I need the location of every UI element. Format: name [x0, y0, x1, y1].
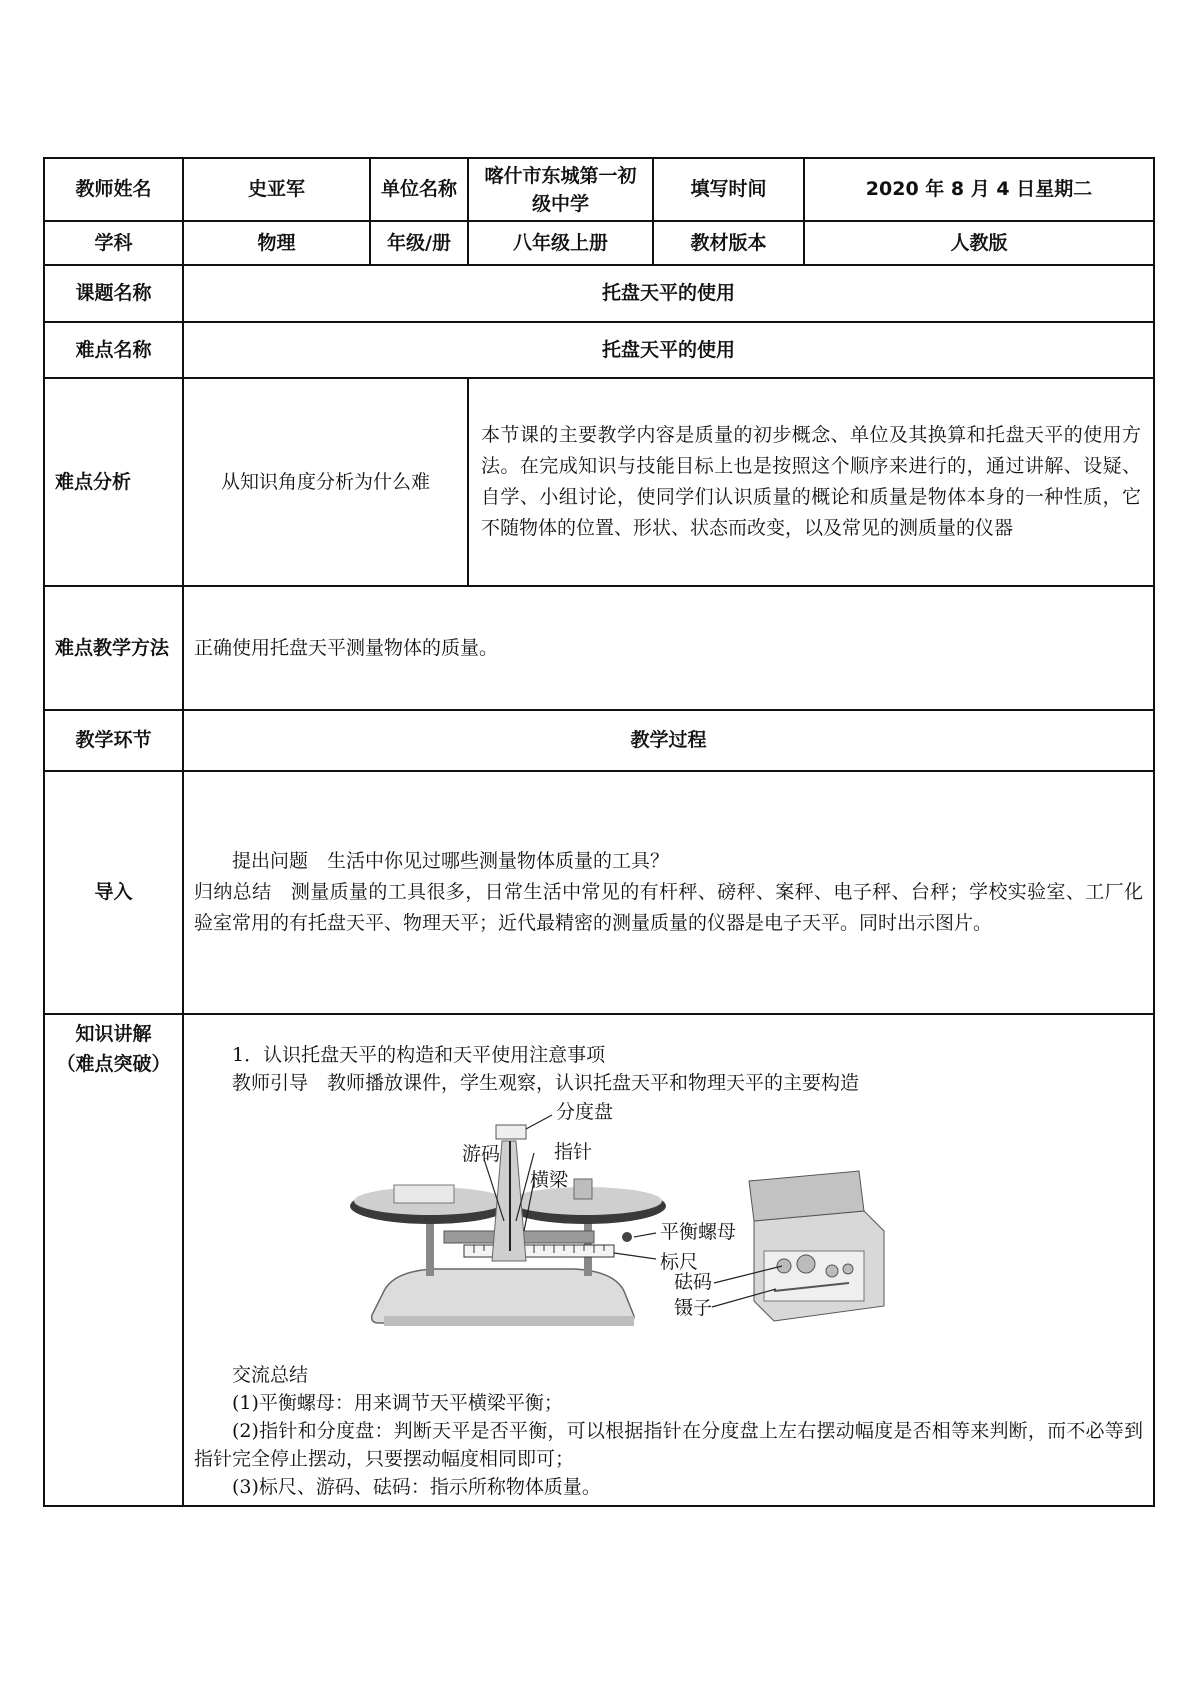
analysis-row: [44, 378, 1154, 586]
knowledge-label-line2: （难点突破）: [56, 1053, 171, 1075]
topic-value: 托盘天平的使用: [183, 265, 1154, 322]
method-label: 难点教学方法: [44, 586, 183, 710]
balance-figure: [234, 1101, 974, 1351]
date-value: 2020 年 8 月 4 日星期二: [804, 158, 1154, 221]
summary-point-2: (2)指针和分度盘：判断天平是否平衡，可以根据指针在分度盘上左右摆动幅度是否相等来判断，而不必等到指针完全停止摆动，只要摆动幅度相同即可；: [194, 1420, 1143, 1470]
knowledge-row: [44, 1014, 1154, 1506]
subject-label: 学科: [44, 221, 183, 265]
label-rider: 游码: [462, 1143, 501, 1165]
method-row: [44, 586, 1154, 710]
edition-label: 教材版本: [653, 221, 804, 265]
analysis-label: 难点分析: [44, 378, 183, 586]
process-header-row: [44, 710, 1154, 771]
label-scale: 标尺: [660, 1251, 699, 1273]
teacher-label: 教师姓名: [44, 158, 183, 221]
unit-label: 单位名称: [370, 158, 468, 221]
subject-value: 物理: [183, 221, 370, 265]
intro-row: [44, 771, 1154, 1014]
knowledge-guide: 教师引导 教师播放课件，学生观察，认识托盘天平和物理天平的主要构造: [232, 1072, 860, 1094]
summary-point-1: (1)平衡螺母：用来调节天平横梁平衡；: [232, 1392, 563, 1414]
label-beam: 横梁: [530, 1169, 569, 1191]
method-text: 正确使用托盘天平测量物体的质量。: [183, 586, 1154, 710]
summary-point-3: (3)标尺、游码、砝码：指示所称物体质量。: [232, 1476, 601, 1498]
edition-value: 人教版: [804, 221, 1154, 265]
unit-value: 喀什市东城第一初级中学: [468, 158, 653, 221]
balance-illustration: [234, 1101, 974, 1351]
knowledge-label-line1: 知识讲解: [75, 1023, 152, 1045]
knowledge-item-1: 1．认识托盘天平的构造和天平使用注意事项: [232, 1044, 606, 1066]
lesson-plan-table: [43, 157, 1155, 1507]
topic-label: 课题名称: [44, 265, 183, 322]
difficulty-label: 难点名称: [44, 322, 183, 378]
grade-value: 八年级上册: [468, 221, 653, 265]
grade-label: 年级/册: [370, 221, 468, 265]
analysis-sub-label: 从知识角度分析为什么难: [183, 378, 468, 586]
intro-label: 导入: [44, 771, 183, 1014]
difficulty-value: 托盘天平的使用: [183, 322, 1154, 378]
label-pointer: 指针: [554, 1141, 593, 1163]
process-label: 教学环节: [44, 710, 183, 771]
summary-title: 交流总结: [232, 1364, 309, 1386]
knowledge-label: [44, 1014, 183, 1506]
label-weights: 砝码: [674, 1271, 713, 1293]
header-row-1: [44, 158, 1154, 221]
header-row-2: [44, 221, 1154, 265]
difficulty-row: [44, 322, 1154, 378]
topic-row: [44, 265, 1154, 322]
date-label: 填写时间: [653, 158, 804, 221]
intro-question: 提出问题 生活中你见过哪些测量物体质量的工具？: [232, 850, 670, 872]
label-dial: 分度盘: [556, 1101, 614, 1123]
label-nut: 平衡螺母: [660, 1221, 737, 1243]
analysis-text: 本节课的主要教学内容是质量的初步概念、单位及其换算和托盘天平的使用方法。在完成知识与技能目标上也是按照这个顺序来进行的，通过讲解、设疑、自学、小组讨论，使同学们认识质量的概论和质量是物体本身的一种性质，它不随物体的位置、形状、状态而改变，以及常见的测质量的仪器: [468, 378, 1154, 586]
teacher-value: 史亚军: [183, 158, 370, 221]
intro-summary: 归纳总结 测量质量的工具很多，日常生活中常见的有杆秤、磅秤、案秤、电子秤、台秤；学校实验室、工厂化验室常用的有托盘天平、物理天平；近代最精密的测量质量的仪器是电子天平。同时出示图片。: [194, 881, 1143, 934]
label-tweezers: 镊子: [674, 1297, 713, 1319]
process-value: 教学过程: [183, 710, 1154, 771]
